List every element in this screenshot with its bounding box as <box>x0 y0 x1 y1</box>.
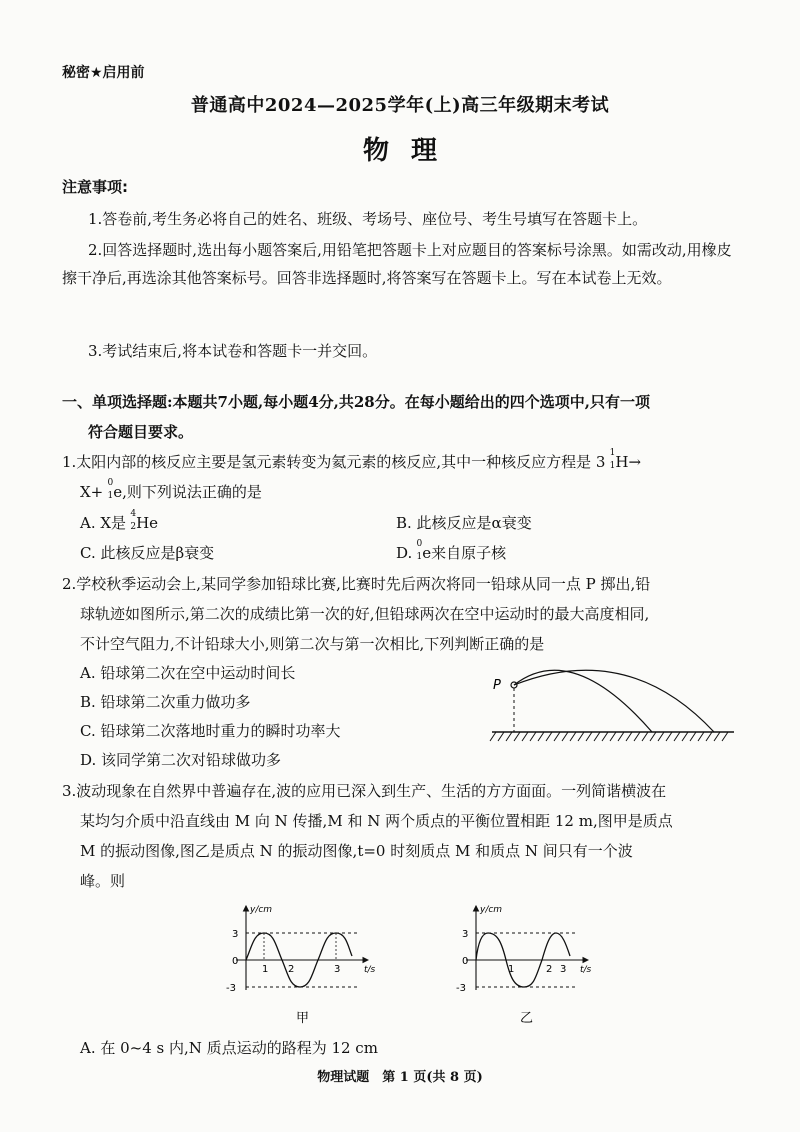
q1-option-a <box>80 509 159 533</box>
q1-option-d-label: D. <box>396 544 413 562</box>
q3-yi-y3: 3 <box>462 929 469 940</box>
q3-jia-t3: 3 <box>334 964 341 975</box>
q3-stem-line1: 3.波动现象在自然界中普遍存在,波的应用已深入到生产、生活的方方面面。一列简谐横波在 <box>62 782 667 800</box>
notes-item-2: 2.回答选择题时,选出每小题答案后,用铅笔把答题卡上对应题目的答案标号涂黑。如需改动,用橡皮擦干净后,再选涂其他答案标号。回答非选择题时,将答案写在答题卡上。写在本试卷上无效。 <box>62 241 732 287</box>
q1-option-c: C. 此核反应是β衰变 <box>80 544 215 562</box>
q2-option-c: C. 铅球第二次落地时重力的瞬时功率大 <box>80 722 341 740</box>
q1-option-d-text: e来自原子核 <box>422 544 507 562</box>
q3-jia-ym3: -3 <box>226 983 236 994</box>
notes-item-3: 3.考试结束后,将本试卷和答题卡一并交回。 <box>88 342 378 360</box>
q3-yi-t-label: t/s <box>580 965 592 975</box>
q3-yi-caption: 乙 <box>520 1011 534 1026</box>
q3-jia-t2: 2 <box>288 964 295 975</box>
q3-option-a: A. 在 0~4 s 内,N 质点运动的路程为 12 cm <box>80 1039 378 1057</box>
q3-yi-t3: 3 <box>560 964 567 975</box>
q2-stem-line3: 不计空气阻力,不计铅球大小,则第二次与第一次相比,下列判断正确的是 <box>80 635 545 653</box>
q3-yi-y-label: y/cm <box>480 905 503 915</box>
q3-graph-jia <box>218 898 378 1028</box>
q2-ground-hatching <box>490 732 728 741</box>
q1-he-mass: 4 <box>130 509 137 519</box>
q3-jia-t-label: t/s <box>364 965 376 975</box>
q1-stem-x: X+ <box>80 483 104 501</box>
q2-stem-line1: 2.学校秋季运动会上,某同学参加铅球比赛,比赛时先后两次将同一铅球从同一点 P 掷出,铅 <box>62 575 651 593</box>
page-footer: 物理试题 第 1 页(共 8 页) <box>317 1070 483 1085</box>
q3-stem-line2: 某均匀介质中沿直线由 M 向 N 传播,M 和 N 两个质点的平衡位置相距 12 m,图甲是质点 <box>80 812 673 830</box>
q2-stem-line2: 球轨迹如图所示,第二次的成绩比第一次的好,但铅球两次在空中运动时的最大高度相同, <box>80 605 650 623</box>
q1-h-mass: 1 <box>609 448 616 458</box>
q2-trajectory-figure <box>488 652 738 748</box>
q1-option-a-text: A. X是 <box>80 514 127 532</box>
q1-e-charge: 1 <box>107 491 114 501</box>
q3-stem-line4: 峰。则 <box>80 872 126 890</box>
q1-h-symbol: H→ <box>615 453 642 471</box>
q1-he-charge: 2 <box>130 522 137 532</box>
q1-helium-nuclide <box>126 509 137 532</box>
q3-yi-t1: 1 <box>508 964 515 975</box>
q3-yi-ym3: -3 <box>456 983 466 994</box>
notes-item-1: 1.答卷前,考生务必将自己的姓名、班级、考场号、座位号、考生号填写在答题卡上。 <box>88 210 648 228</box>
q1-option-d <box>396 539 507 563</box>
notes-heading: 注意事项: <box>62 178 128 196</box>
q1-option-b: B. 此核反应是α衰变 <box>396 514 532 532</box>
q3-jia-t1: 1 <box>262 964 269 975</box>
q2-option-d: D. 该同学第二次对铅球做功多 <box>80 751 282 769</box>
q1-he-symbol: He <box>136 514 159 532</box>
q1-electron-nuclide <box>103 478 114 501</box>
q1-stem-line2 <box>80 478 262 502</box>
q3-yi-t2: 2 <box>546 964 553 975</box>
q1-stem-text: 1.太阳内部的核反应主要是氢元素转变为氦元素的核反应,其中一种核反应方程是 3 <box>62 453 606 471</box>
q3-stem-line3: M 的振动图像,图乙是质点 N 的振动图像,t=0 时刻质点 M 和质点 N 间只有一个波 <box>80 842 633 860</box>
q1-hydrogen-nuclide <box>605 448 616 471</box>
q1-e-symbol: e,则下列说法正确的是 <box>113 483 262 501</box>
q1-d-electron-nuclide <box>412 539 423 562</box>
q3-graph-yi <box>448 898 598 1028</box>
q3-yi-y0: 0 <box>462 956 469 967</box>
q2-trajectory-first <box>514 670 652 732</box>
confidential-label: 秘密★启用前 <box>62 65 145 81</box>
q2-trajectory-second <box>514 670 714 732</box>
q2-point-p-label: P <box>493 678 501 693</box>
q3-jia-y0: 0 <box>232 956 239 967</box>
q3-jia-caption: 甲 <box>296 1011 310 1026</box>
subject-title: 物理 <box>362 136 459 166</box>
q2-option-b: B. 铅球第二次重力做功多 <box>80 693 251 711</box>
q1-e-mass: 0 <box>107 478 114 488</box>
q3-jia-y-label: y/cm <box>250 905 273 915</box>
section-1-heading: 一、单项选择题:本题共7小题,每小题4分,共28分。在每小题给出的四个选项中,只有一项 <box>62 393 650 411</box>
q2-option-a: A. 铅球第二次在空中运动时间长 <box>80 664 296 682</box>
q1-h-charge: 1 <box>609 461 616 471</box>
q3-jia-y3: 3 <box>232 929 239 940</box>
section-1-heading-cont: 符合题目要求。 <box>88 423 194 441</box>
q1-d-e-charge: 1 <box>416 552 423 562</box>
q1-d-e-mass: 0 <box>416 539 423 549</box>
q1-stem-line1 <box>62 448 642 472</box>
exam-title: 普通高中2024—2025学年(上)高三年级期末考试 <box>190 95 610 116</box>
